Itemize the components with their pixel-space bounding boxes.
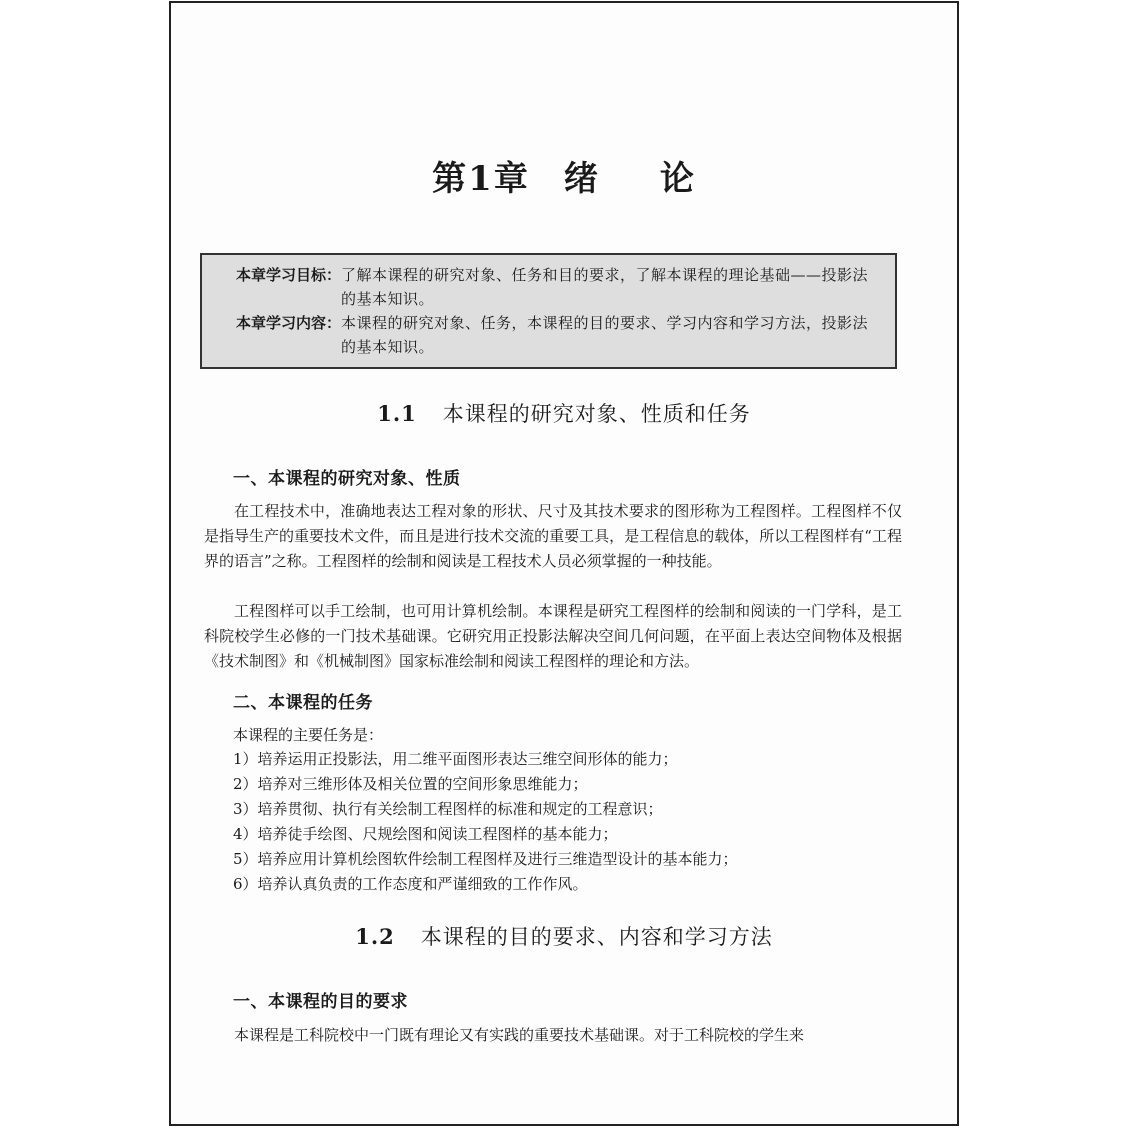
goal-text: 了解本课程的研究对象、任务和目的要求，了解本课程的理论基础——投影法的基本知识。 (341, 266, 869, 308)
section-1-subheading-1: 一、本课程的研究对象、性质 (233, 469, 461, 489)
section-2-subheading-1: 一、本课程的目的要求 (233, 992, 408, 1012)
section-1-title: 本课程的研究对象、性质和任务 (442, 402, 751, 426)
section-2-title: 本课程的目的要求、内容和学习方法 (420, 925, 773, 949)
chapter-title-part2: 论 (659, 159, 696, 199)
section-1-subheading-2: 二、本课程的任务 (233, 693, 373, 713)
tasks-intro: 本课程的主要任务是： (233, 726, 384, 744)
section-2-number: 1.2 (355, 924, 395, 949)
chapter-title (171, 151, 957, 200)
section-1-number: 1.1 (377, 401, 417, 426)
section-1-paragraph-1: 在工程技术中，准确地表达工程对象的形状、尺寸及其技术要求的图形称为工程图样。工程图样不仅是指导生产的重要技术文件，而且是进行技术交流的重要工具，是工程信息的载体，所以工程图样有“工程界的语言”之称。工程图样的绘制和阅读是工程技术人员必须掌握的一种技能。 (204, 502, 902, 570)
section-1-paragraph-2: 工程图样可以手工绘制，也可用计算机绘制。本课程是研究工程图样的绘制和阅读的一门学科，是工科院校学生必修的一门技术基础课。它研究用正投影法解决空间几何问题，在平面上表达空间物体及根据《技术制图》和《机械制图》国家标准绘制和阅读工程图样的理论和方法。 (204, 602, 902, 670)
book-page (169, 1, 959, 1126)
content-label: 本章学习内容： (236, 314, 342, 332)
task-list (233, 747, 893, 897)
objective-content-row (236, 311, 883, 359)
section-2-paragraph-1: 本课程是工科院校中一门既有理论又有实践的重要技术基础课。对于工科院校的学生来 (234, 1026, 805, 1044)
task-item: 4）培养徒手绘图、尺规绘图和阅读工程图样的基本能力； (233, 825, 618, 843)
section-2-heading (171, 921, 957, 951)
chapter-number: 第1章 (432, 159, 530, 199)
content-text: 本课程的研究对象、任务，本课程的目的要求、学习内容和学习方法，投影法的基本知识。 (341, 314, 869, 356)
task-item: 5）培养应用计算机绘图软件绘制工程图样及进行三维造型设计的基本能力； (233, 850, 738, 868)
chapter-title-part1: 绪 (563, 159, 600, 199)
objective-goal-row (236, 263, 883, 311)
chapter-objectives-box (200, 253, 897, 369)
goal-label: 本章学习目标： (236, 266, 342, 284)
task-item: 1）培养运用正投影法，用二维平面图形表达三维空间形体的能力； (233, 750, 678, 768)
task-item: 3）培养贯彻、执行有关绘制工程图样的标准和规定的工程意识； (233, 800, 663, 818)
task-item: 2）培养对三维形体及相关位置的空间形象思维能力； (233, 775, 588, 793)
task-item: 6）培养认真负责的工作态度和严谨细致的工作作风。 (233, 875, 588, 893)
section-1-heading (171, 398, 957, 428)
